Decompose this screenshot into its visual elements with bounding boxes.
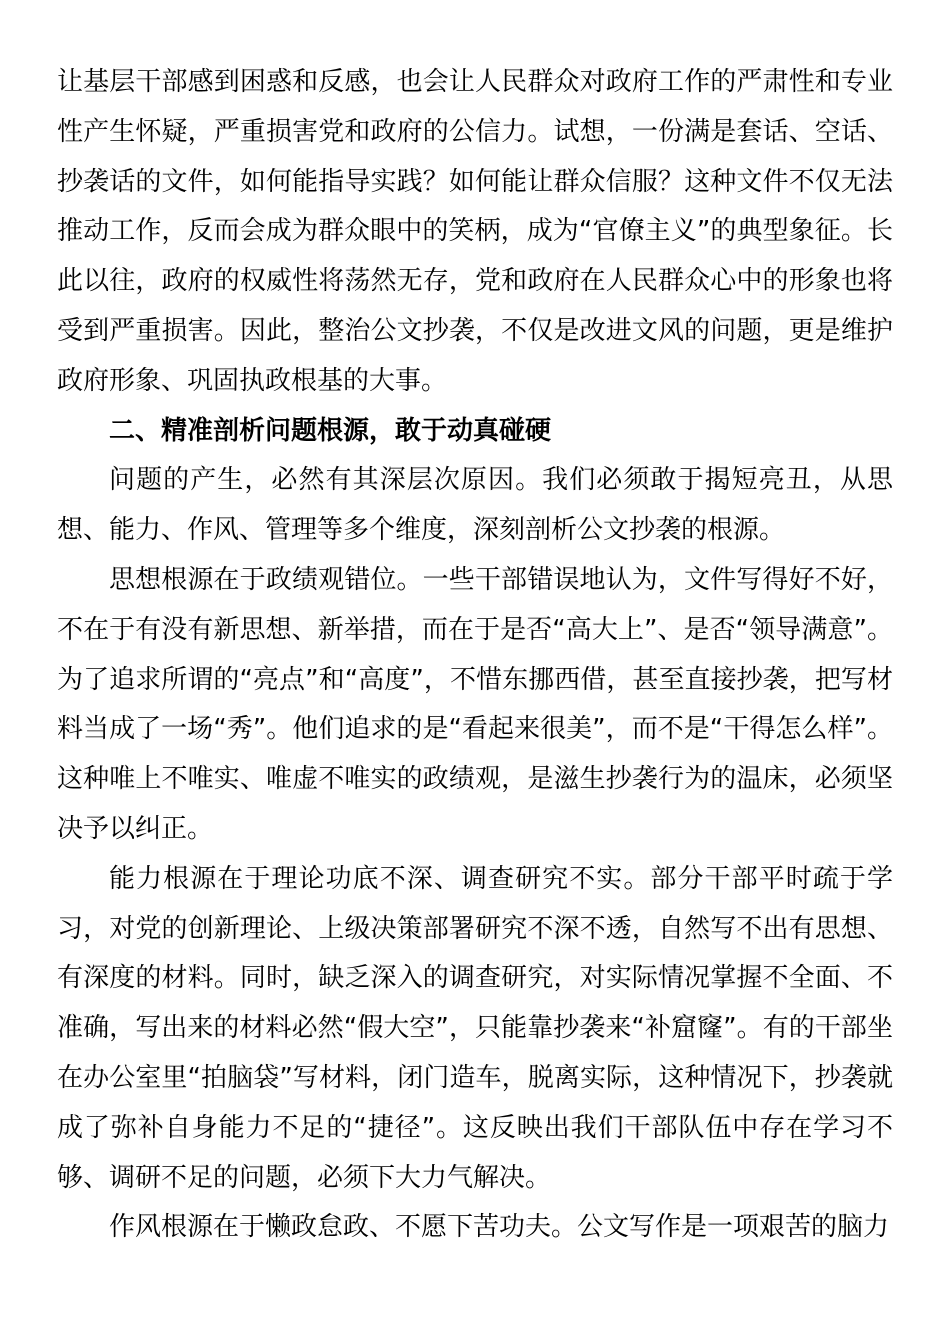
paragraph: 思想根源在于政绩观错位。一些干部错误地认为，文件写得好不好，不在于有没有新思想、新举措，而在于是否“高大上”、是否“领导满意”。为了追求所谓的“亮点”和“高度”，不惜东挪西借，甚至直接抄袭，把写材料当成了一场“秀”。他们追求的是“看起来很美”，而不是“干得怎么样”。这种唯上不唯实、唯虚不唯实的政绩观，是滋生抄袭行为的温床，必须坚决予以纠正。	[57, 564, 893, 844]
paragraph: 问题的产生，必然有其深层次原因。我们必须敢于揭短亮丑，从思想、能力、作风、管理等多个维度，深刻剖析公文抄袭的根源。	[57, 465, 893, 546]
paragraph: 作风根源在于懒政怠政、不愿下苦功夫。公文写作是一项艰苦的脑力	[109, 1212, 890, 1243]
document-body	[57, 58, 893, 1253]
paragraph: 能力根源在于理论功底不深、调查研究不实。部分干部平时疏于学习，对党的创新理论、上级决策部署研究不深不透，自然写不出有思想、有深度的材料。同时，缺乏深入的调查研究，对实际情况掌握不全面、不准确，写出来的材料必然“假大空”，只能靠抄袭来“补窟窿”。有的干部坐在办公室里“拍脑袋”写材料，闭门造车，脱离实际，这种情况下，抄袭就成了弥补自身能力不足的“捷径”。这反映出我们干部队伍中存在学习不够、调研不足的问题，必须下大力气解决。	[57, 863, 893, 1193]
section-heading: 二、精准剖析问题根源，敢于动真碰硬	[109, 415, 552, 446]
paragraph: 让基层干部感到困惑和反感，也会让人民群众对政府工作的严肃性和专业性产生怀疑，严重损害党和政府的公信力。试想，一份满是套话、空话、抄袭话的文件，如何能指导实践？如何能让群众信服？这种文件不仅无法推动工作，反而会成为群众眼中的笑柄，成为“官僚主义”的典型象征。长此以往，政府的权威性将荡然无存，党和政府在人民群众心中的形象也将受到严重损害。因此，整治公文抄袭，不仅是改进文风的问题，更是维护政府形象、巩固执政根基的大事。	[57, 67, 893, 396]
